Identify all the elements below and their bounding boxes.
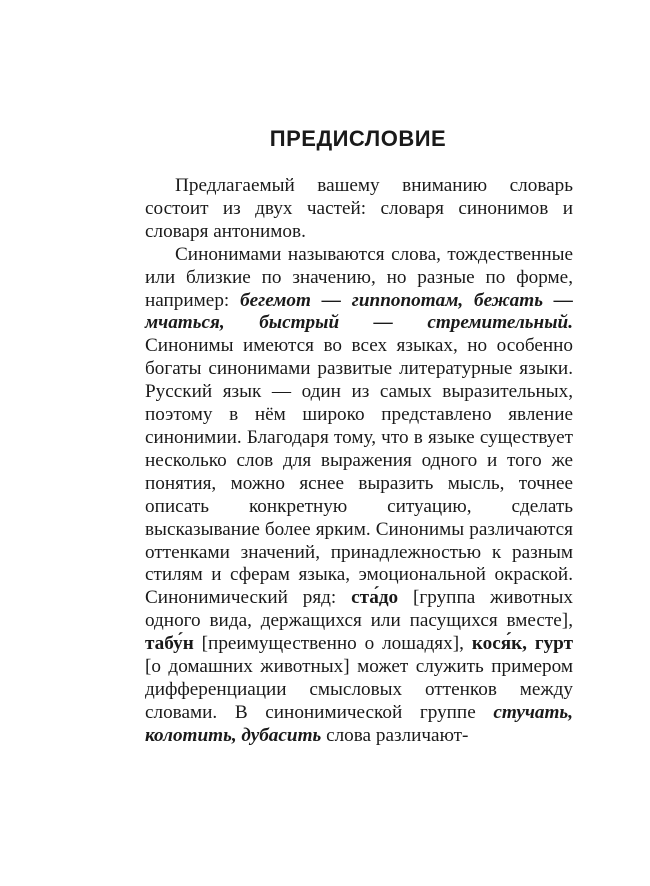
text-run: Синонимами называются слова, тождественные или близкие по значению, но разные по форме, например:	[145, 243, 573, 311]
body-text	[145, 175, 573, 748]
headword: кося́к, гурт	[471, 633, 574, 655]
text-run: слова различают-	[321, 724, 469, 746]
example-words: стучать, колотить, дубасить	[145, 701, 573, 746]
headword: табу́н	[145, 633, 194, 655]
page-title: ПРЕДИСЛОВИЕ	[269, 126, 447, 151]
example-words: бегемот — гиппопотам, бежать — мчаться, быстрый — стремительный.	[145, 289, 573, 334]
text-run: [группа животных одного вида, держащихся или пасущихся вместе],	[145, 587, 573, 632]
text-run: [о домашних животных] может служить примером дифференциации смысловых оттенков между словами. В синонимической группе	[145, 656, 573, 723]
text-run: Синонимы имеются во всех языках, но особенно богаты синонимами развитые литературные языки. Русский язык — один из самых выразительных, поэтому в нём широко представлено явление синонимии. Благодаря тому, что в языке существует несколько слов для выражения одного и того же понятия, можно яснее выразить мысль, точнее описать конкретную ситуацию, сделать высказывание более ярким. Синонимы различаются оттенками значений, принадлежностью к разным стилям и сферам языка, эмоциональной окраской. Синонимический ряд:	[145, 335, 573, 609]
headword: ста́до	[351, 587, 399, 609]
paragraph-intro: Предлагаемый вашему вниманию словарь состоит из двух частей: словаря синонимов и словаря антонимов.	[145, 175, 573, 242]
text-run: [преимущественно о лошадях],	[193, 633, 472, 655]
paragraph-synonyms	[145, 244, 573, 748]
